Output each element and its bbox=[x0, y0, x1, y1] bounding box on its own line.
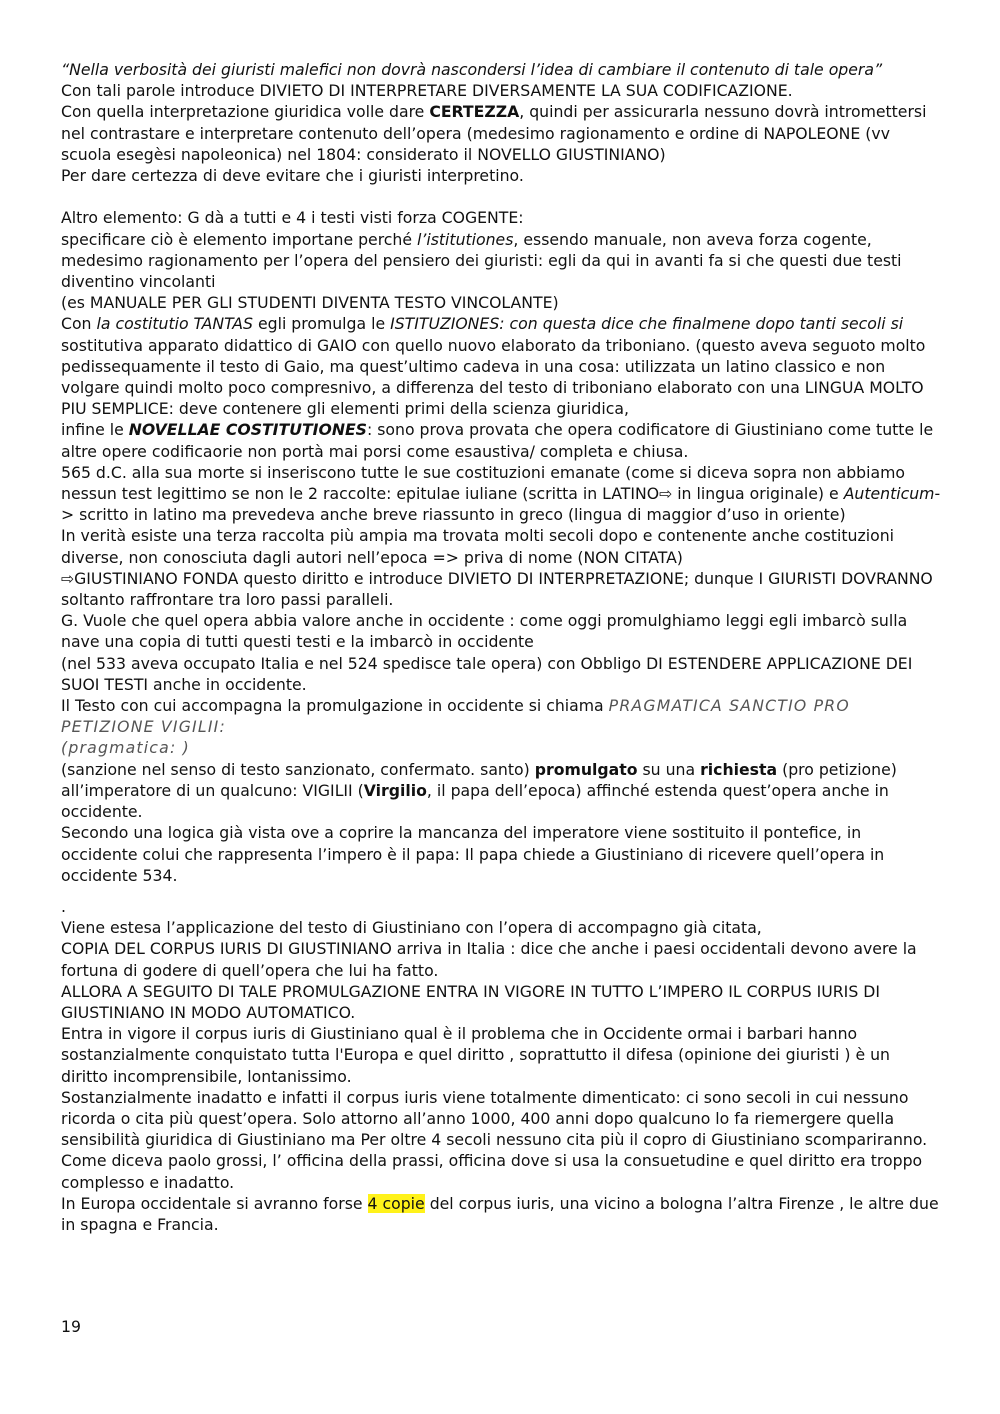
text-run: specificare ciò è elemento importane perché bbox=[61, 229, 418, 249]
text-run: , quindi per assicurarla nessuno dovrà intromettersi nel contrastare e interpretare contenuto dell’opera (medesimo ragionamento e ordine di NAPOLEONE (vv scuola esegèsi napoleonica) nel 1804: considerato il NOVELLO GIUSTINIANO) bbox=[61, 102, 927, 164]
bold-term: richiesta bbox=[700, 759, 778, 779]
paragraph: ⇨GIUSTINIANO FONDA questo diritto e introduce DIVIETO DI INTERPRETAZIONE; dunque I GIURISTI DOVRANNO soltanto raffrontare tra loro passi paralleli. bbox=[61, 568, 933, 610]
paragraph: ALLORA A SEGUITO DI TALE PROMULGAZIONE ENTRA IN VIGORE IN TUTTO L’IMPERO IL CORPUS IURIS DI GIUSTINIANO IN MODO AUTOMATICO. bbox=[61, 981, 880, 1022]
paragraph: Per dare certezza di deve evitare che i giuristi interpretino. bbox=[61, 166, 524, 186]
text-run: sostitutiva apparato didattico di GAIO con quello nuovo elaborato da triboniano. (questo aveva seguoto molto pedissequamente il testo di Gaio, ma quest’ultimo cadeva in una cosa: utilizzata un latino classico e non volgare quindi molto poco compresnivo, a differenza del testo di triboniano elaborato con una LINGUA MOLTO PIU SEMPLICE: deve contenere gli elementi primi della scienza giuridica, bbox=[61, 335, 926, 419]
text-run: su una bbox=[637, 759, 701, 779]
text-run: -> scritto in latino ma prevedeva anche breve riassunto in greco (lingua di maggior d’uso in oriente) bbox=[61, 484, 941, 525]
bold-term: promulgato bbox=[534, 759, 638, 779]
text-run: Con quella interpretazione giuridica volle dare bbox=[61, 102, 430, 122]
document-page bbox=[61, 59, 941, 1235]
page-number: 19 bbox=[61, 1317, 81, 1336]
italic-term: ISTITUZIONES: con questa dice che finalmene dopo tanti secoli si bbox=[390, 314, 904, 334]
paragraph: In verità esiste una terza raccolta più ampia ma trovata molti secoli dopo e contenente anche costituzioni diverse, non conosciuta dagli autori nell’epoca => priva di nome (NON CITATA) bbox=[61, 526, 894, 567]
paragraph: Viene estesa l’applicazione del testo di Giustiniano con l’opera di accompagno già citata, bbox=[61, 918, 762, 938]
text-run: Con bbox=[61, 314, 97, 334]
paragraph: (nel 533 aveva occupato Italia e nel 524 spedisce tale opera) con Obbligo DI ESTENDERE APPLICAZIONE DEI SUOI TESTI anche in occidente. bbox=[61, 653, 913, 694]
bold-italic-term: NOVELLAE COSTITUTIONES bbox=[128, 420, 367, 440]
paragraph: (es MANUALE PER GLI STUDENTI DIVENTA TESTO VINCOLANTE) bbox=[61, 293, 559, 313]
italic-term: l’istitutiones bbox=[417, 229, 514, 249]
paragraph bbox=[61, 462, 941, 526]
paragraph: Altro elemento: G dà a tutti e 4 i testi visti forza COGENTE: bbox=[61, 208, 524, 228]
paragraph: Secondo una logica già vista ove a coprire la mancanza del imperatore viene sostituito il pontefice, in occidente colui che rappresenta l’impero è il papa: Il papa chiede a Giustiniano di ricevere quell’opera in occidente 534. bbox=[61, 823, 885, 885]
paragraph: Sostanzialmente inadatto e infatti il corpus iuris viene totalmente dimenticato: ci sono secoli in cui nessuno ricorda o cita più quest’opera. Solo attorno all’anno 1000, 400 anni dopo qualcuno lo fa riemergere quella sensibilità giuridica di Giustiniano ma Per oltre 4 secoli nessuno cita più il copro di Giustiniano scompariranno. bbox=[61, 1087, 928, 1150]
text-run: Il Testo con cui accompagna la promulgazione in occidente si chiama bbox=[61, 696, 609, 716]
text-run: infine le bbox=[61, 420, 129, 440]
italic-term: la costitutio TANTAS bbox=[96, 314, 253, 334]
highlighted-text: 4 copie bbox=[367, 1193, 425, 1213]
paragraph bbox=[61, 1193, 941, 1235]
text-run: , il papa dell’epoca) affinché estenda quest’opera anche in occidente. bbox=[61, 780, 889, 822]
bold-term: CERTEZZA bbox=[429, 102, 520, 122]
text-run: : sono prova provata che opera codificatore di Giustiniano come tutte le altre opere codificaorie non portà mai porsi come esaustiva/ completa e chiusa. bbox=[61, 420, 934, 461]
paragraph: COPIA DEL CORPUS IURIS DI GIUSTINIANO arriva in Italia : dice che anche i paesi occidentali devono avere la fortuna di godere di quell’opera che lui ha fatto. bbox=[61, 939, 917, 980]
spaced-note: (pragmatica: ) bbox=[61, 738, 190, 758]
paragraph: Entra in vigore il corpus iuris di Giustiniano qual è il problema che in Occidente ormai i barbari hanno sostanzialmente conquistato tutta l'Europa e quel diritto , soprattutto il difesa (opinione dei giuristi ) è un diritto incomprensibile, lontanissimo. bbox=[61, 1024, 891, 1086]
paragraph: G. Vuole che quel opera abbia valore anche in occidente : come oggi promulghiamo leggi egli imbarcò sulla nave una copia di tutti questi testi e la imbarcò in occidente bbox=[61, 611, 908, 652]
bold-term: Virgilio bbox=[363, 780, 427, 800]
paragraph bbox=[61, 419, 941, 461]
paragraph bbox=[61, 101, 941, 165]
text-run: , essendo manuale, non aveva forza cogente, medesimo ragionamento per l’opera del pensiero dei giuristi: egli da qui in avanti fa si che questi due testi diventino vincolanti bbox=[61, 229, 902, 292]
text-run: In Europa occidentale si avranno forse bbox=[61, 1193, 368, 1213]
paragraph bbox=[61, 229, 941, 293]
paragraph: Come diceva paolo grossi, l’ officina della prassi, officina dove si usa la consuetudine e quel diritto era troppo complesso e inadatto. bbox=[61, 1151, 923, 1192]
text-run: (pro petizione) all’imperatore di un qualcuno: VIGILII ( bbox=[61, 759, 897, 800]
paragraph bbox=[61, 313, 941, 419]
text-run: (sanzione nel senso di testo sanzionato, confermato. santo) bbox=[61, 759, 535, 779]
separator-dot: . bbox=[61, 896, 66, 916]
text-run: egli promulga le bbox=[252, 314, 391, 334]
opening-quote: “Nella verbosità dei giuristi malefici non dovrà nascondersi l’idea di cambiare il contenuto di tale opera” bbox=[61, 60, 883, 79]
spaced-title: PRAGMATICA SANCTIO PRO PETIZIONE VIGILII: bbox=[61, 696, 850, 737]
text-run: del corpus iuris, una vicino a bologna l’altra Firenze , le altre due in spagna e Francia. bbox=[61, 1193, 939, 1234]
italic-term: Autenticum bbox=[843, 484, 935, 504]
text-run: 565 d.C. alla sua morte si inseriscono tutte le sue costituzioni emanate (come si diceva sopra non abbiamo nessun test legittimo se non le 2 raccolte: epitulae iuliane (scritta in LATINO⇨ in lingua originale) e bbox=[61, 462, 905, 504]
paragraph bbox=[61, 759, 941, 823]
paragraph bbox=[61, 695, 941, 737]
blank-line bbox=[61, 186, 941, 207]
paragraph: Con tali parole introduce DIVIETO DI INTERPRETARE DIVERSAMENTE LA SUA CODIFICAZIONE. bbox=[61, 81, 793, 101]
